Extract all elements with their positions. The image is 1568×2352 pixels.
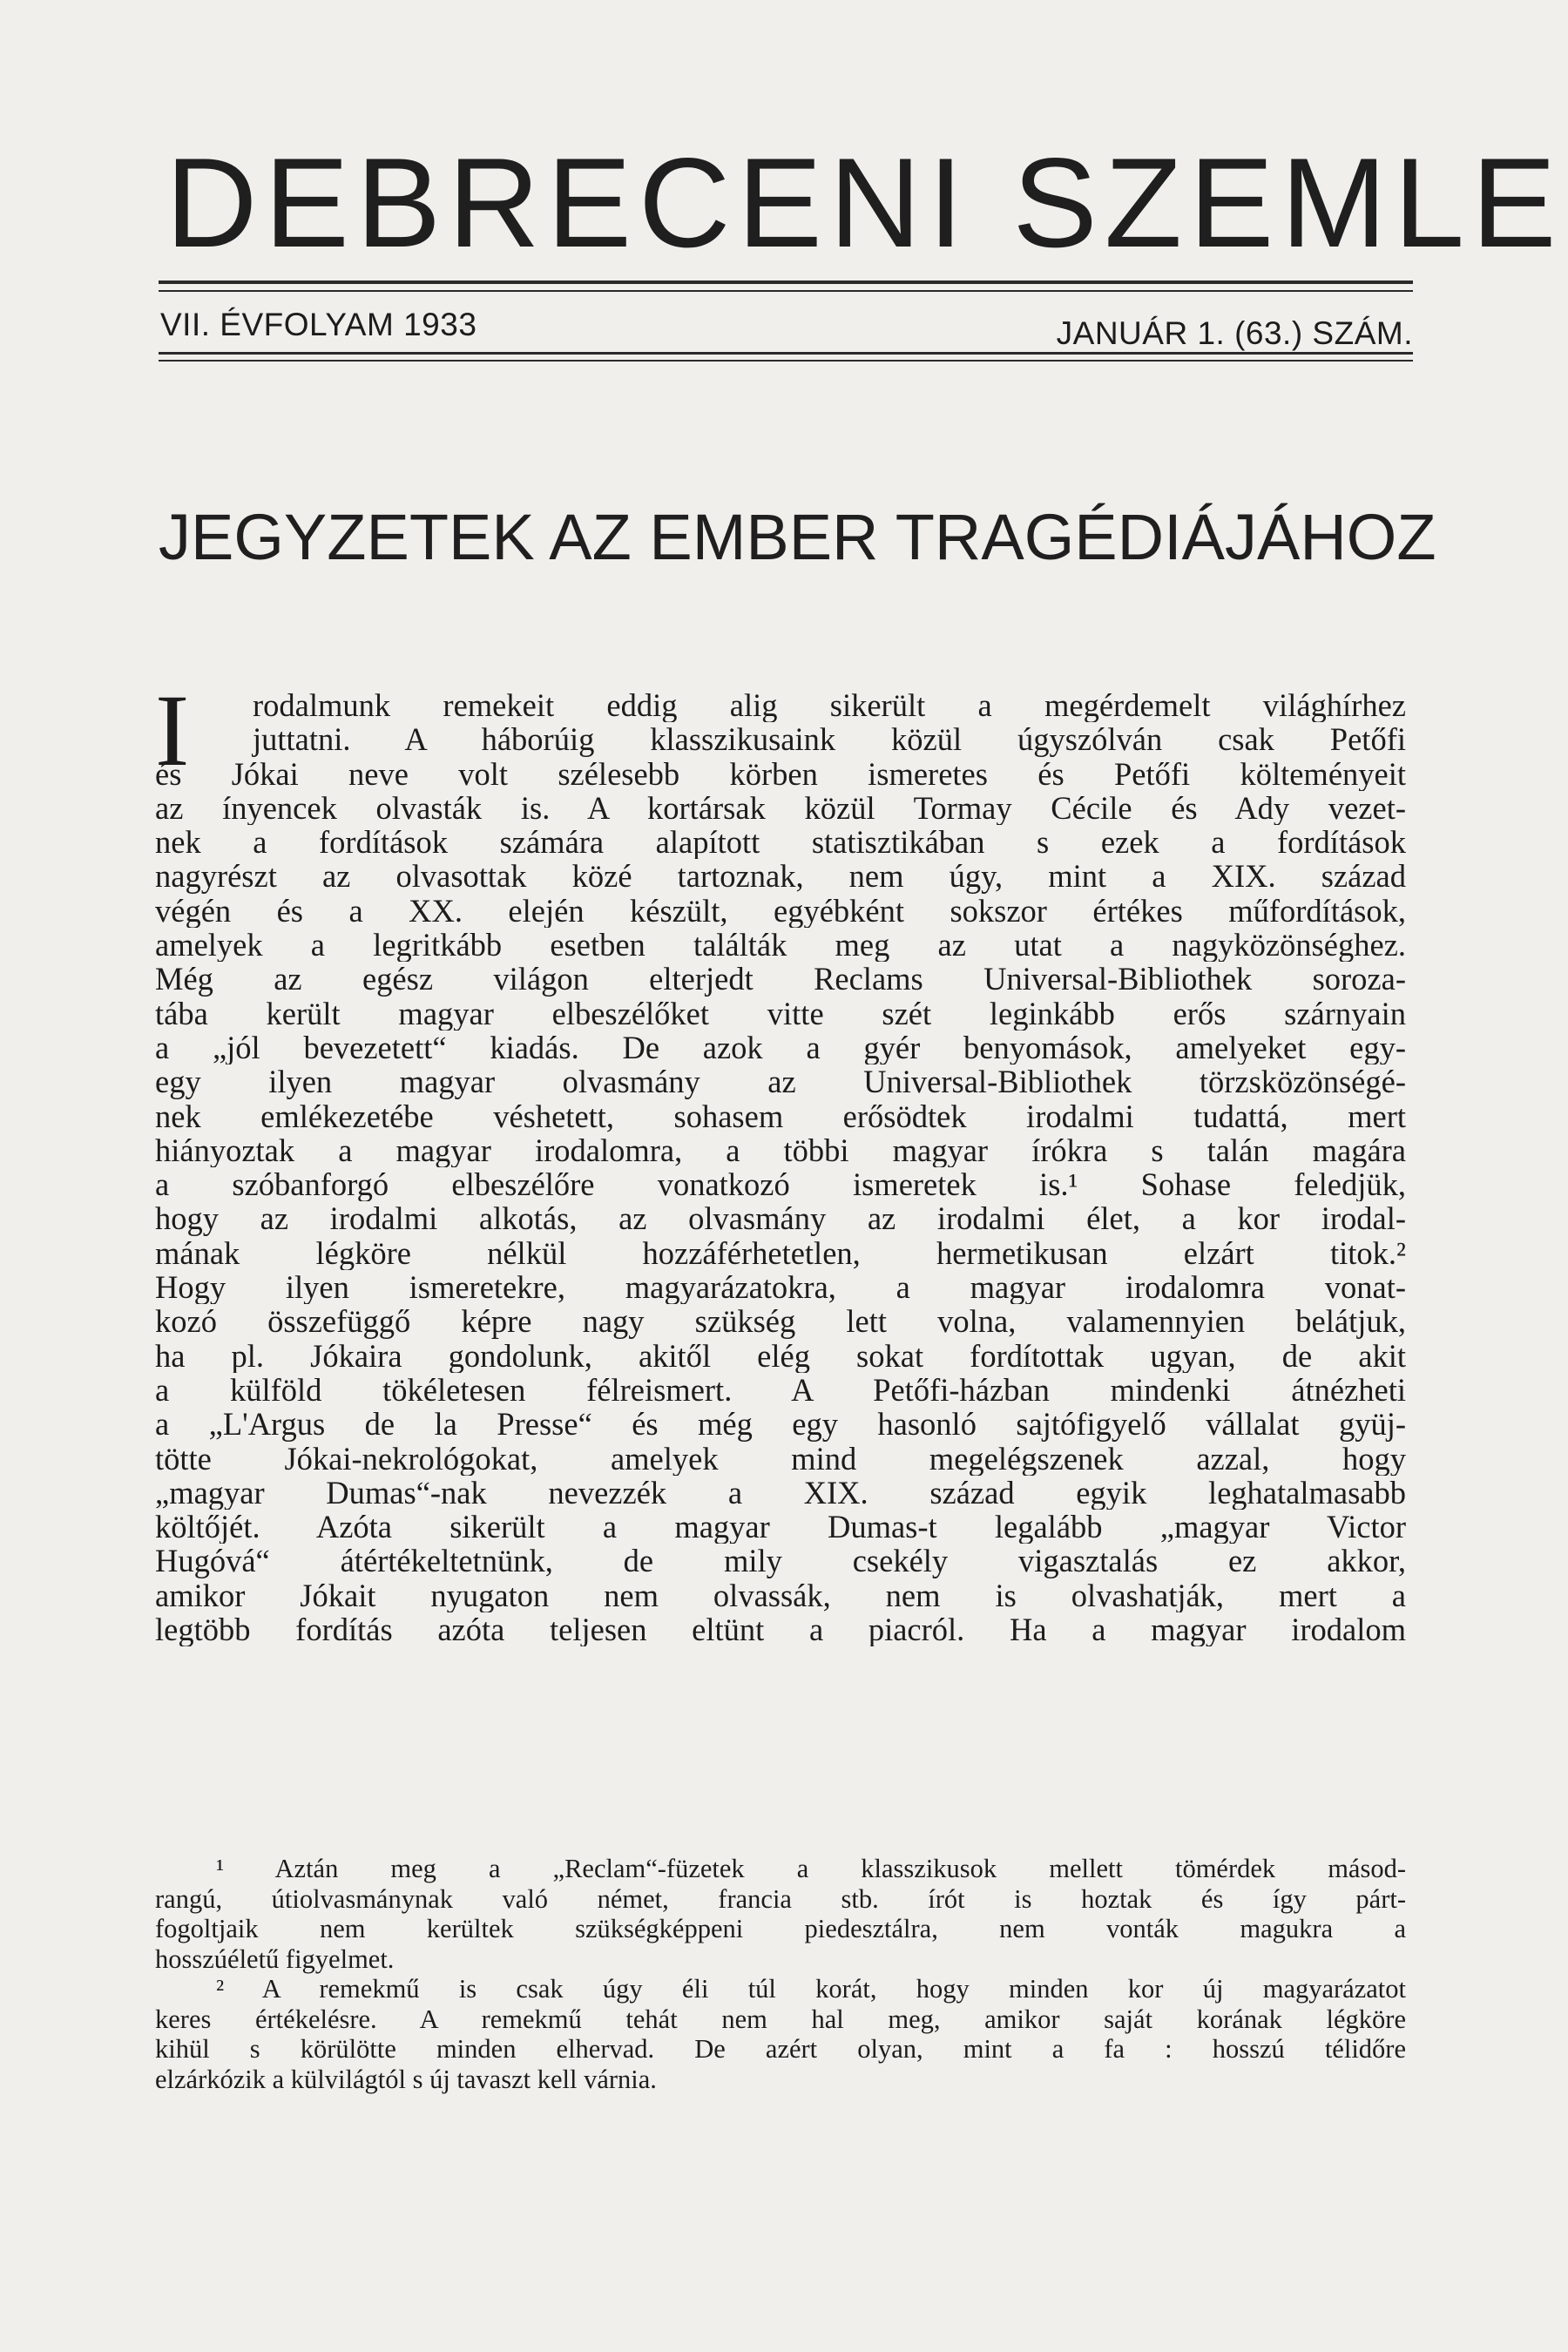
- body-line: nek emlékezetébe véshetett, sohasem erősödtek irodalmi tudattá, mert: [155, 1098, 1406, 1133]
- body-line: kozó összefüggő képre nagy szükség lett volna, valamennyien belátjuk,: [155, 1304, 1406, 1339]
- article-title: JEGYZETEK AZ EMBER TRAGÉDIÁJÁHOZ: [159, 501, 1436, 573]
- body-line: költőjét. Azóta sikerült a magyar Dumas-t legalább „magyar Victor: [155, 1510, 1406, 1544]
- article-body: [155, 688, 1406, 1646]
- body-line: tába került magyar elbeszélőket vitte szét leginkább erős szárnyain: [155, 996, 1406, 1031]
- body-line: tötte Jókai-nekrológokat, amelyek mind megelégszenek azzal, hogy: [155, 1441, 1406, 1476]
- volume-label: VII. ÉVFOLYAM 1933: [160, 307, 477, 342]
- body-line: rodalmunk remekeit eddig alig sikerült a megérdemelt világhírhez: [253, 688, 1406, 723]
- body-line: a „L'Argus de la Presse“ és még egy hasonló sajtófigyelő vállalat gyüj-: [155, 1407, 1406, 1442]
- body-line: legtöbb fordítás azóta teljesen eltünt a piacról. Ha a magyar irodalom: [155, 1612, 1406, 1647]
- body-line: „magyar Dumas“-nak nevezzék a XIX. század egyik leghatalmasabb: [155, 1475, 1406, 1511]
- body-line: nek a fordítások számára alapított statisztikában s ezek a fordítások: [155, 825, 1406, 860]
- body-line: Hogy ilyen ismeretekre, magyarázatokra, a magyar irodalomra vonat-: [155, 1270, 1406, 1305]
- body-line: és Jókai neve volt szélesebb körben ismeretes és Petőfi költeményeit: [155, 756, 1406, 791]
- footnote-line: ¹ Aztán meg a „Reclam“-füzetek a klasszikusok mellett tömérdek másod-: [216, 1854, 1406, 1883]
- body-line: hiányoztak a magyar irodalomra, a többi magyar írókra s talán magára: [155, 1132, 1406, 1168]
- masthead-rule-top: [159, 280, 1413, 284]
- body-line: Hugóvá“ átértékeltetnünk, de mily csekély vigasztalás ez akkor,: [155, 1544, 1406, 1578]
- footnote-line: hosszúéletű figyelmet.: [155, 1943, 395, 1974]
- issue-label: JANUÁR 1. (63.) SZÁM.: [1056, 315, 1413, 351]
- journal-title: DEBRECENI SZEMLE: [166, 132, 1564, 274]
- body-line: a külföld tökéletesen félreismert. A Petőfi-házban mindenki átnézheti: [155, 1372, 1406, 1408]
- drop-cap: I: [155, 673, 190, 787]
- body-line: amikor Jókait nyugaton nem olvassák, nem is olvashatják, mert a: [155, 1578, 1406, 1613]
- footnote-line: elzárkózik a külvilágtól s új tavaszt kell várnia.: [155, 2064, 657, 2094]
- masthead-rule-bottom-thin: [159, 360, 1413, 362]
- footnote-line: kihül s körülötte minden elhervad. De azért olyan, mint a fa : hosszú télidőre: [155, 2034, 1406, 2064]
- body-line: hogy az irodalmi alkotás, az olvasmány az irodalmi élet, a kor irodal-: [155, 1201, 1406, 1236]
- body-line: mának légköre nélkül hozzáférhetetlen, hermetikusan elzárt titok.²: [155, 1235, 1406, 1271]
- body-line: ha pl. Jókaira gondolunk, akitől elég sokat fordítottak ugyan, de akit: [155, 1338, 1406, 1373]
- body-line: a szóbanforgó elbeszélőre vonatkozó ismeretek is.¹ Sohase feledjük,: [155, 1167, 1406, 1202]
- body-line: Még az egész világon elterjedt Reclams Universal-Bibliothek soroza-: [155, 962, 1406, 997]
- body-line: amelyek a legritkább esetben találták meg az utat a nagyközönséghez.: [155, 928, 1406, 963]
- body-line: a „jól bevezetett“ kiadás. De azok a gyér benyomások, amelyeket egy-: [155, 1030, 1406, 1065]
- footnote-line: ² A remekmű is csak úgy éli túl korát, hogy minden kor új magyarázatot: [216, 1974, 1406, 2004]
- body-line: végén és a XX. elején készült, egyébként sokszor értékes műfordítások,: [155, 893, 1406, 929]
- masthead-rule-bottom: [159, 352, 1413, 355]
- footnote-line: fogoltjaik nem kerültek szükségképpeni piedesztálra, nem vonták magukra a: [155, 1914, 1406, 1943]
- footnotes: [155, 1854, 1406, 2094]
- body-line: az ínyencek olvasták is. A kortársak közül Tormay Cécile és Ady vezet-: [155, 790, 1406, 826]
- masthead-rule-top-thin: [159, 290, 1413, 292]
- body-line: egy ilyen magyar olvasmány az Universal-Bibliothek törzsközönségé-: [155, 1064, 1406, 1099]
- footnote-line: rangú, útiolvasmánynak való német, francia stb. írót is hoztak és így párt-: [155, 1883, 1406, 1914]
- footnote-line: keres értékelésre. A remekmű tehát nem hal meg, amikor saját korának légköre: [155, 2004, 1406, 2034]
- body-line: juttatni. A háborúig klasszikusaink közül úgyszólván csak Petőfi: [253, 722, 1406, 757]
- body-line: nagyrészt az olvasottak közé tartoznak, nem úgy, mint a XIX. század: [155, 859, 1406, 894]
